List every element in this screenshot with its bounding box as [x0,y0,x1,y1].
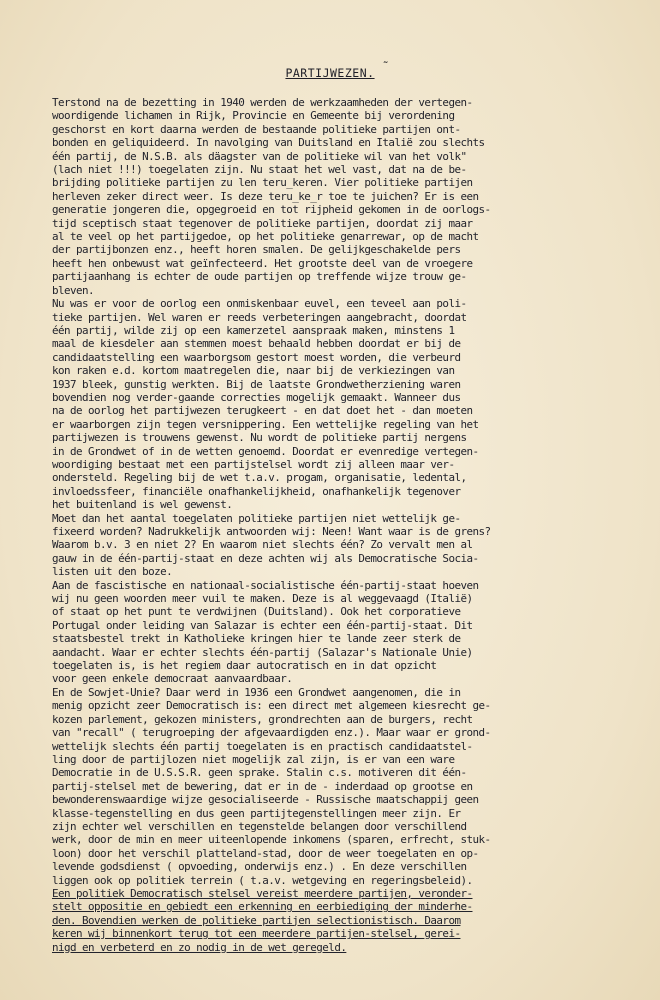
paragraph-4: Aan de fascistische en nationaal-socialistische één-partij-staat hoeven wij nu geen woorden meer vuil te maken. Deze is al weggevaagd (Italië) of staat op het punt te verdwijnen (Duitsland). Ook het corporatieve Portugal onder leiding van Salazar is echter een één-partij-staat. Dit staatsbestel trekt in Katholieke kringen hier te lande zeer sterk de aandacht. Waar er echter slechts één-partij (Salazar's Nationale Unie) toegelaten is, is het regiem daar autocratisch en in dat opzicht voor geen enkele democraat aanvaardbaar. [52,578,479,686]
page-title: PARTIJWEZEN. [285,66,375,80]
corner-mark: ˜ [382,60,390,74]
paragraph-2: Nu was er voor de oorlog een onmiskenbaar euvel, een teveel aan poli- tieke partijen. Wel waren er reeds verbeteringen aangebracht, doordat één partij, wilde zij op een kamerzetel aanspraak maken, minstens 1 maal de kiesdeler aan stemmen moest behaald hebben doordat er bij de candidaatstelling een waarborgsom gestort moest worden, die verbeurd kon raken e.d. kortom maatregelen die, naar bij de verkiezingen van 1937 bleek, gunstig werkten. Bij de laatste Grondwetherziening waren bovendien nog verder-gaande correcties mogelijk gemaakt. Wanneer dus na de oorlog het partijwezen terugkeert - en dat doet het - dan moeten er waarborgen zijn tegen versnippering. Een wettelijke regeling van het partijwezen is trouwens gewenst. Nu wordt de politieke partij nergens in de Grondwet of in de wetten genoemd. Doordat er evenredige vertegen- woordiging bestaat met een partijstelsel wordt zij alleen maar ver- ondersteld. Regeling bij de wet t.a.v. progam, organisatie, ledental, invloedssfeer, financiële onafhankelijkheid, onafhankelijk tegenover het buitenland is wel gewenst. [52,297,479,512]
paragraph-5: En de Sowjet-Unie? Daar werd in 1936 een Grondwet aangenomen, die in menig opzicht zeer Democratisch is: een direct met algemeen kiesrecht ge- kozen parlement, gekozen ministers, grondrechten aan de burgers, recht van "recall" ( terugroeping der afgevaardigden enz.). Maar waar er grond- wettelijk slechts één partij toegelaten is en practisch candidaatstel- ling door de partijlozen niet mogelijk zal zijn, is er van een ware Democratie in de U.S.S.R. geen sprake. Stalin c.s. motiveren dit één- partij-stelsel met de bewering, dat er in de - inderdaad op grootse en bewonderenswaardige wijze gesocialiseerde - Russische maatschappij geen klasse-tegenstelling en dus geen partijtegenstellingen meer zijn. Er zijn echter wel verschillen en tegenstelde belangen door verschillend werk, door de min en meer uiteenlopende inkomens (sparen, erfrecht, stuk- loon) door het verschil platteland-stad, door de weer toegelaten en op- levende godsdienst ( opvoeding, onderwijs enz.) . En deze verschillen liggen ook op politiek terrein ( t.a.v. wetgeving en regeringsbeleid). [52,685,491,887]
paragraph-6: Een politiek Democratisch stelsel vereist meerdere partijen, veronder- stelt oppositie en gebiedt een erkenning en eerbiediging der minderhe- den. Bovendien werken de politieke partijen selectionistisch. Daarom keren wij binnenkort terug tot een meerdere partijen-stelsel, gerei- nigd en verbeterd en zo nodig in de wet geregeld. [52,886,473,954]
paragraph-1: Terstond na de bezetting in 1940 werden de werkzaamheden der vertegen- woordigende lichamen in Rijk, Provincie en Gemeente bij verordening geschorst en kort daarna werden de bestaande politieke partijen ont- bonden en geliquideerd. In navolging van Duitsland en Italië zou slechts één partij, de N.S.B. als däagster van de politieke wil van het volk" (lach niet !!!) toegelaten zijn. Nu staat het wel vast, dat na de be- brijding politieke partijen zu len teru_keren. Vier politieke partijen herleven zeker direct weer. Is deze teru_ke_r toe te juichen? Er is een generatie jongeren die, opgegroeid en tot rijpheid gekomen in de oorlogs- tijd sceptisch staat tegenover de politieke partijen, doordat zij maar al te veel op het partijgedoe, op het politieke genarrewar, op de macht der partijbonzen enz., heeft horen smalen. De gelijkgeschakelde pers heeft hen onbewust wat geïnfecteerd. Het grootste deel van de vroegere partijaanhang is echter de oude partijen op treffende wijze trouw ge- bleven. [52,96,491,297]
paragraph-3: Moet dan het aantal toegelaten politieke partijen niet wettelijk ge- fixeerd worden? Nadrukkelijk antwoorden wij: Neen! Want waar is de grens? Waarom b.v. 3 en niet 2? En waarom niet slechts één? Zo vervalt men al gauw in de één-partij-staat en deze achten wij als Democratische Socia- listen uit den boze. [52,511,491,579]
body-text [52,96,632,954]
